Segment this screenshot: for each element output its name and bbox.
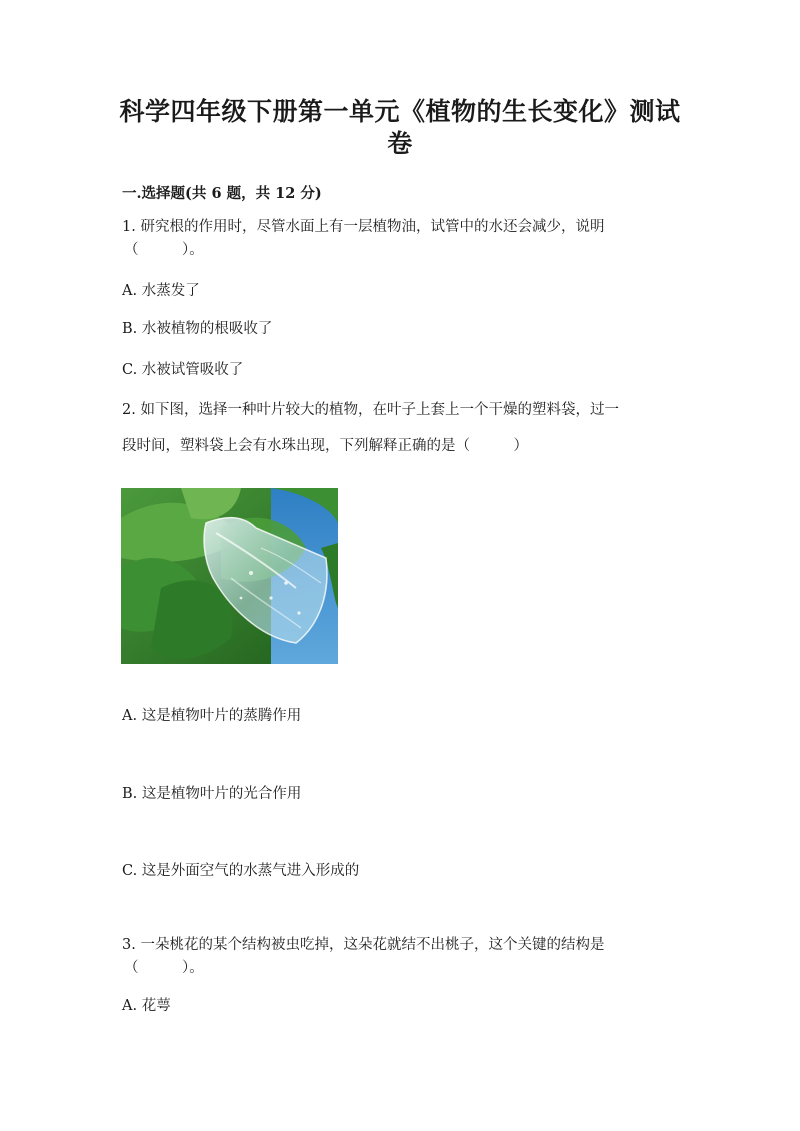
title-line-2: 卷 <box>387 129 413 158</box>
question-2-stem-cont: 段时间，塑料袋上会有水珠出现，下列解释正确的是（ ） <box>122 438 528 454</box>
question-1-stem-cont: （ ）。 <box>124 242 204 258</box>
plant-bag-photo <box>121 488 338 664</box>
question-3-stem-cont: （ ）。 <box>124 960 204 976</box>
question-2-option-a: A. 这是植物叶片的蒸腾作用 <box>122 708 302 724</box>
question-1-option-a: A. 水蒸发了 <box>122 283 200 299</box>
section-heading: 一.选择题(共 6 题，共 12 分) <box>122 185 322 202</box>
plant-bag-illustration <box>121 488 338 664</box>
question-3-option-a: A. 花萼 <box>122 998 171 1014</box>
question-1-option-c: C. 水被试管吸收了 <box>122 362 244 378</box>
question-1-option-b: B. 水被植物的根吸收了 <box>122 321 273 337</box>
question-2-option-c: C. 这是外面空气的水蒸气进入形成的 <box>122 863 360 879</box>
question-2-stem: 2. 如下图，选择一种叶片较大的植物，在叶子上套上一个干燥的塑料袋，过一 <box>122 402 619 418</box>
question-2-option-b: B. 这是植物叶片的光合作用 <box>122 786 302 802</box>
title-line-1: 科学四年级下册第一单元《植物的生长变化》测试 <box>119 97 681 126</box>
page-title <box>100 96 700 160</box>
question-3-stem: 3. 一朵桃花的某个结构被虫吃掉，这朵花就结不出桃子，这个关键的结构是 <box>122 937 605 953</box>
question-1-stem: 1. 研究根的作用时，尽管水面上有一层植物油，试管中的水还会减少，说明 <box>122 219 605 235</box>
